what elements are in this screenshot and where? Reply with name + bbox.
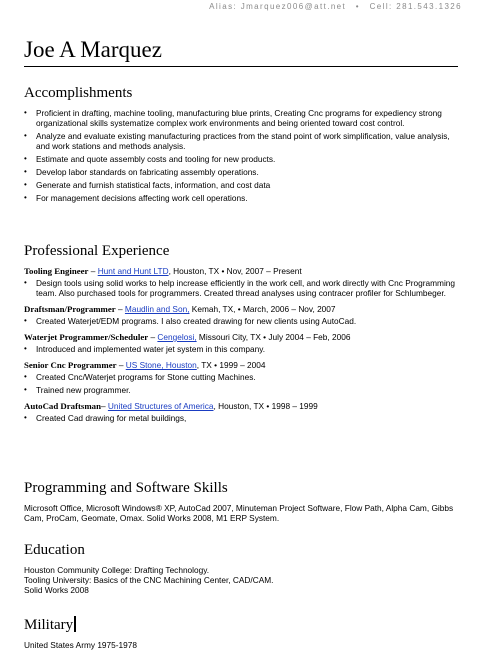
job-header — [24, 401, 464, 412]
job-entry — [24, 304, 464, 326]
job-duty-item: • Created Waterjet/EDM programs. I also created drawing for new clients using AutoCad. — [24, 316, 464, 326]
military-title: Military — [24, 617, 74, 633]
job-title: Tooling Engineer — [24, 266, 89, 276]
job-entry — [24, 266, 464, 298]
education-section — [24, 541, 464, 595]
text-cursor — [74, 616, 76, 632]
accomplishments-section — [24, 84, 464, 206]
contact-line — [200, 2, 462, 11]
contact-separator: • — [355, 2, 360, 11]
education-line: Tooling University: Basics of the CNC Machining Center, CAD/CAM. — [24, 575, 274, 585]
military-section — [24, 616, 464, 650]
alias-value: Jmarquez006@att.net — [240, 2, 347, 11]
company-link[interactable]: US Stone, Houston — [125, 360, 197, 370]
job-header — [24, 266, 464, 277]
job-title: AutoCad Draftsman — [24, 401, 101, 411]
job-duty-item: • Created Cad drawing for metal buildings, — [24, 413, 464, 423]
military-text: United States Army 1975-1978 — [24, 640, 137, 650]
job-duty-item: • Trained new programmer. — [24, 385, 464, 395]
job-duties — [24, 344, 464, 354]
job-location-dates: Kemah, TX, • March, 2006 – Nov, 2007 — [189, 304, 336, 314]
skills-text: Microsoft Office, Microsoft Windows® XP, AutoCad 2007, Minuteman Project Software, Flow Path, Alpha Cam, Gibbs Cam, ProCam, Geomate, Omax. Solid Works 2008, M1 ERP System. — [24, 503, 454, 523]
accomplishments-list — [24, 108, 464, 203]
job-header — [24, 360, 464, 371]
job-entry — [24, 332, 464, 354]
job-separator: – — [116, 360, 126, 370]
job-location-dates: , Houston, TX • 1998 – 1999 — [213, 401, 318, 411]
job-duty-item: • Introduced and implemented water jet system in this company. — [24, 344, 464, 354]
job-entry — [24, 401, 464, 423]
header-rule — [24, 66, 458, 67]
accomplishment-item: • Generate and furnish statistical facts, information, and cost data — [24, 180, 464, 190]
accomplishments-title: Accomplishments — [24, 85, 133, 101]
skills-title: Programming and Software Skills — [24, 480, 228, 496]
job-location-dates: Missouri City, TX • July 2004 – Feb, 2006 — [196, 332, 351, 342]
company-link[interactable]: Maudlin and Son, — [124, 304, 190, 314]
education-line: Solid Works 2008 — [24, 585, 89, 595]
job-duties — [24, 413, 464, 423]
military-heading — [24, 616, 464, 634]
job-title: Draftsman/Programmer — [24, 304, 116, 314]
accomplishment-item: • For management decisions affecting work cell operations. — [24, 193, 464, 203]
accomplishment-item: • Estimate and quote assembly costs and tooling for new products. — [24, 154, 464, 164]
job-duties — [24, 278, 464, 298]
job-header — [24, 304, 464, 315]
company-link[interactable]: United Structures of America — [107, 401, 214, 411]
job-separator: – — [148, 332, 158, 342]
cell-label: Cell: — [369, 2, 393, 11]
job-separator: – — [115, 304, 125, 314]
job-separator: – — [100, 401, 108, 411]
job-location-dates: , Houston, TX • Nov, 2007 – Present — [168, 266, 302, 276]
skills-section — [24, 479, 464, 523]
job-entry — [24, 360, 464, 395]
job-duties — [24, 316, 464, 326]
job-duty-item: • Created Cnc/Waterjet programs for Stone cutting Machines. — [24, 372, 464, 382]
job-location-dates: , TX • 1999 – 2004 — [196, 360, 266, 370]
job-title: Senior Cnc Programmer — [24, 360, 117, 370]
experience-title: Professional Experience — [24, 243, 170, 259]
company-link[interactable]: Hunt and Hunt LTD — [97, 266, 169, 276]
applicant-name: Joe A Marquez — [24, 37, 162, 62]
experience-section — [24, 242, 464, 429]
company-link[interactable]: Cengelosi, — [157, 332, 197, 342]
accomplishment-item: • Proficient in drafting, machine tooling, manufacturing blue prints, Creating Cnc programs for expediency strong organizational skills systematize complex work environments and being oriented toward cost control. — [24, 108, 464, 128]
education-line: Houston Community College: Drafting Technology. — [24, 565, 210, 575]
job-separator: – — [88, 266, 98, 276]
accomplishment-item: • Develop labor standards on fabricating assembly operations. — [24, 167, 464, 177]
accomplishment-item: • Analyze and evaluate existing manufacturing practices from the stand point of work simplification, value analysis, and work stations and methods analysis. — [24, 131, 464, 151]
education-title: Education — [24, 542, 85, 558]
cell-value: 281.543.1326 — [396, 2, 462, 11]
job-duties — [24, 372, 464, 395]
job-duty-item: • Design tools using solid works to help increase efficiently in the work cell, and work directly with Cnc Programming team. Also purchased tools for programmers. Created thread analyses using contracer profiler for Schlumbeger. — [24, 278, 464, 298]
job-title: Waterjet Programmer/Scheduler — [24, 332, 149, 342]
job-header — [24, 332, 464, 343]
alias-label: Alias: — [209, 2, 238, 11]
